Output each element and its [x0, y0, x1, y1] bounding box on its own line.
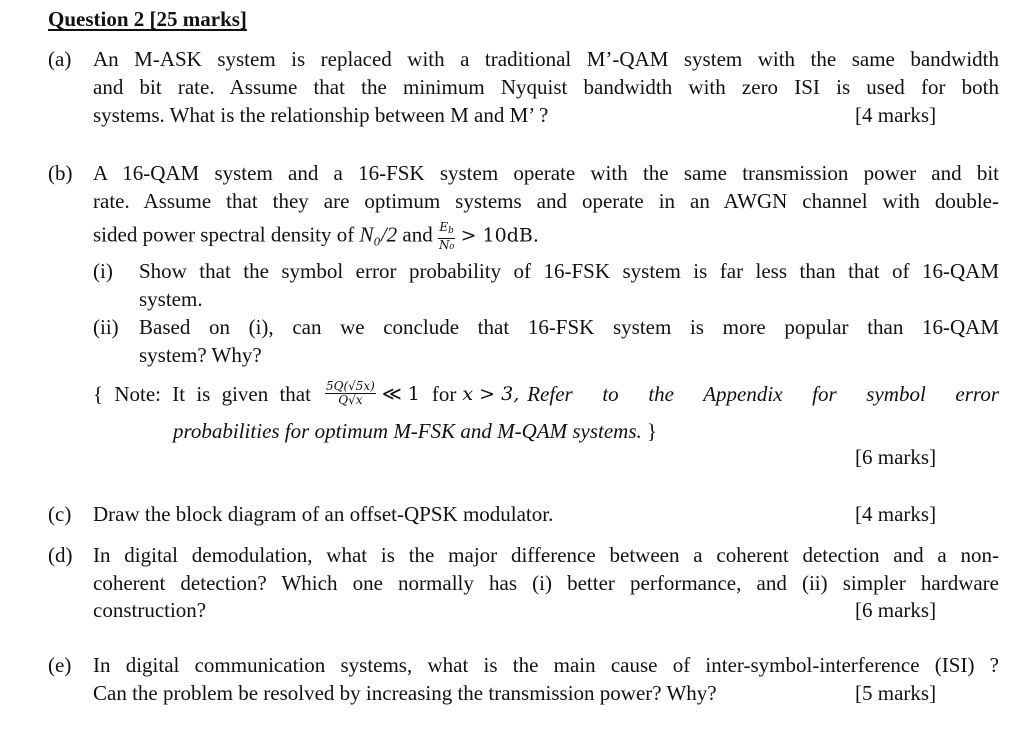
note-italic-2: probabilities for optimum M-FSK and M-QAM systems. — [173, 419, 642, 443]
q-ratio-denominator: Q√x — [338, 393, 363, 407]
part-e-marks: [5 marks] — [855, 681, 937, 705]
q-ratio-fraction — [325, 380, 376, 407]
note-prefix: { Note: It is given that — [93, 381, 311, 406]
part-c-marks: [4 marks] — [855, 502, 937, 526]
snr-condition: > 10dB. — [460, 224, 539, 247]
part-c-line-1: Draw the block diagram of an offset-QPSK modulator. — [93, 502, 554, 526]
part-b-line-1: A 16-QAM system and a 16-FSK system operate with the same transmission power and bit — [93, 161, 999, 185]
x-condition: x > 3, — [462, 382, 520, 405]
part-b-line-3 — [93, 221, 539, 252]
part-b-line-2: rate. Assume that they are optimum systems and operate in an AWGN channel with double- — [93, 189, 999, 213]
part-b-line-3-text: sided power spectral density of — [93, 222, 355, 247]
part-e-label: (e) — [48, 653, 72, 677]
part-d-label: (d) — [48, 543, 73, 567]
part-b-ii-line-2: system? Why? — [139, 343, 262, 367]
note-close-brace: } — [641, 419, 658, 443]
part-a-line-1: An M-ASK system is replaced with a traditional M’-QAM system with the same bandwidth — [93, 47, 999, 71]
for-text: for — [431, 381, 457, 406]
n0-denominator: N₀ — [439, 238, 455, 252]
q-ratio-numerator: 5Q(√5x) — [325, 379, 375, 393]
question-title: Question 2 [25 marks] — [48, 7, 247, 31]
note-line-1 — [93, 380, 999, 407]
part-b-ii-line-1: Based on (i), can we conclude that 16-FSK system is more popular than 16-QAM — [139, 315, 999, 339]
part-e-line-2: Can the problem be resolved by increasing the transmission power? Why? — [93, 681, 717, 705]
eb-n0-fraction — [438, 221, 455, 252]
part-b-i-line-1: Show that the symbol error probability of 16-FSK system is far less than that of 16-QAM — [139, 259, 999, 283]
part-d-line-1: In digital demodulation, what is the major difference between a coherent detection and a non- — [93, 543, 999, 567]
part-b-ii-label: (ii) — [93, 315, 119, 339]
part-b-marks: [6 marks] — [855, 445, 937, 469]
part-d-line-2: coherent detection? Which one normally has (i) better performance, and (ii) simpler hardware — [93, 571, 999, 595]
eb-numerator: $E_b$ — [438, 221, 455, 239]
part-a-line-3: systems. What is the relationship between M and M’ ? — [93, 103, 549, 127]
much-less-than: ≪ 1 — [381, 382, 420, 405]
part-d-marks: [6 marks] — [855, 598, 937, 622]
psd-value: N₀/2 — [359, 222, 398, 247]
part-a-marks: [4 marks] — [855, 103, 937, 127]
part-b-i-label: (i) — [93, 259, 113, 283]
and-text: and — [402, 222, 433, 247]
part-a-label: (a) — [48, 47, 72, 71]
part-b-i-line-2: system. — [139, 287, 203, 311]
part-b-label: (b) — [48, 161, 73, 185]
part-d-line-3: construction? — [93, 598, 207, 622]
subscript: b — [448, 226, 454, 236]
part-c-label: (c) — [48, 502, 72, 526]
part-a-line-2: and bit rate. Assume that the minimum Nyquist bandwidth with zero ISI is used for both — [93, 75, 999, 99]
part-e-line-1: In digital communication systems, what is the main cause of inter-symbol-interference (ISI) ? — [93, 653, 999, 677]
note-line-2 — [173, 418, 657, 444]
note-italic-1: Refer to the Appendix for symbol error — [527, 381, 999, 406]
